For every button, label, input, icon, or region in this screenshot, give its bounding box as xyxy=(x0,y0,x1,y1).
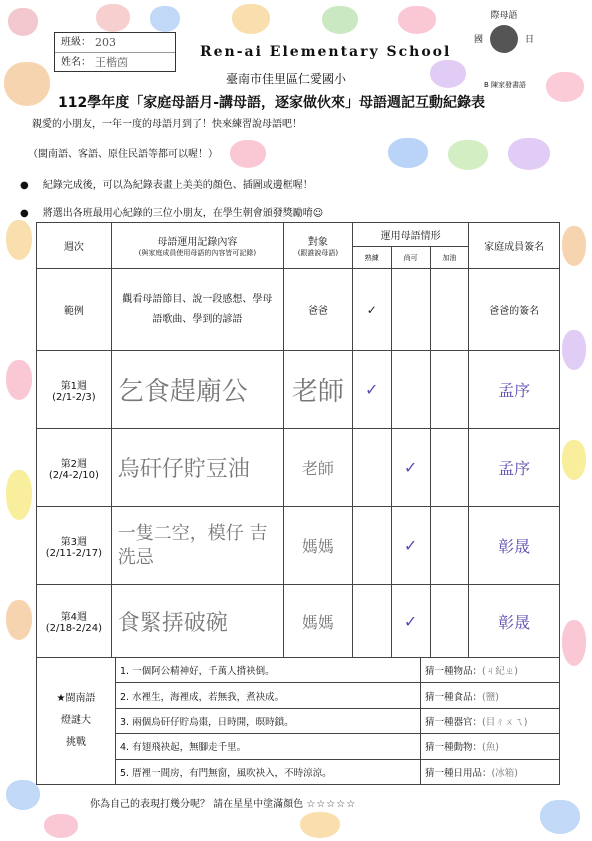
heart-decoration xyxy=(398,6,436,34)
example-mark-effort xyxy=(430,269,469,351)
logo-text-top: 際母語 xyxy=(490,11,518,21)
example-signature: 爸爸的簽名 xyxy=(469,269,560,351)
school-name-zh: 臺南市佳里區仁愛國小 xyxy=(226,72,347,86)
heart-decoration xyxy=(430,60,466,88)
mark-fluent-cell[interactable]: ✓ xyxy=(352,351,391,429)
riddle-question: 3. 兩個烏矸仔貯烏棗，日時開，暝時鎖。 xyxy=(116,708,421,733)
partner-cell[interactable]: 老師 xyxy=(284,429,353,507)
riddle-row xyxy=(37,683,560,708)
header-content-label: 母語運用記錄內容 xyxy=(157,237,238,248)
riddle-row xyxy=(37,759,560,784)
riddle-answer[interactable]: (冰箱) xyxy=(491,767,518,779)
content-cell[interactable]: 烏矸仔貯豆油 xyxy=(111,429,283,507)
signature-cell[interactable]: 彰晟 xyxy=(469,585,560,658)
riddle-guess-label: 猜一種物品： xyxy=(425,666,483,678)
mark-ok-cell[interactable]: ✓ xyxy=(391,429,430,507)
riddle-answer[interactable]: (ㄐ紀ㄓ) xyxy=(482,666,518,678)
bullet-text: 將選出各班最用心紀錄的三位小朋友，在學生朝會頒發獎勵唷☺ xyxy=(42,208,324,219)
heart-decoration xyxy=(562,620,586,666)
riddle-guess-label: 猜一種食品： xyxy=(425,691,483,703)
table-row xyxy=(37,507,560,585)
riddle-question: 5. 厝裡一間房，有門無窗，風吹袂入，不時涼涼。 xyxy=(116,759,421,784)
mark-effort-cell[interactable] xyxy=(430,351,469,429)
intro-line-1: 親愛的小朋友，一年一度的母語月到了！快來練習說母語吧！ xyxy=(32,119,302,130)
self-rating-text: 你為自己的表現打幾分呢？ 請在星星中塗滿顏色 xyxy=(90,799,304,810)
riddle-guess-cell[interactable] xyxy=(421,759,560,784)
week-dates: (2/18-2/24) xyxy=(45,623,103,634)
header-partner xyxy=(284,223,353,269)
riddle-guess-label: 猜一種器官： xyxy=(425,716,483,728)
mark-effort-cell[interactable] xyxy=(430,429,469,507)
riddle-side-line: ★閩南語 xyxy=(56,693,96,704)
riddle-challenge-table xyxy=(36,657,560,785)
week-label: 第4週 xyxy=(60,612,88,623)
header-fluent: 熟練 xyxy=(352,247,391,269)
riddle-row xyxy=(37,734,560,759)
partner-cell[interactable]: 老師 xyxy=(284,351,353,429)
mother-language-day-logo xyxy=(474,8,534,66)
header-ok: 尚可 xyxy=(391,247,430,269)
student-info-box xyxy=(54,32,176,72)
riddle-row xyxy=(37,708,560,733)
mark-ok-cell[interactable]: ✓ xyxy=(391,585,430,658)
riddle-question: 2. 水裡生，海裡成，若無我，煮袂成。 xyxy=(116,683,421,708)
riddle-guess-label: 猜一種動物： xyxy=(425,742,483,754)
bullet-icon: ● xyxy=(20,208,29,219)
heart-decoration xyxy=(562,226,586,266)
class-label: 班級： xyxy=(61,37,91,48)
heart-decoration xyxy=(562,440,586,480)
week-label: 第3週 xyxy=(60,536,88,548)
header-content xyxy=(111,223,283,269)
week-dates: (2/11-2/17) xyxy=(45,547,103,559)
mark-ok-cell[interactable]: ✓ xyxy=(391,507,430,585)
table-row xyxy=(37,351,560,429)
riddle-side-line: 燈謎大 xyxy=(61,715,91,726)
riddle-answer[interactable]: (鹽) xyxy=(482,691,499,703)
riddle-guess-cell[interactable] xyxy=(421,658,560,683)
heart-decoration xyxy=(540,800,580,834)
signature-cell[interactable]: 孟序 xyxy=(469,429,560,507)
table-row-example xyxy=(37,269,560,351)
example-mark-fluent: ✓ xyxy=(352,269,391,351)
logo-text-right: 日 xyxy=(524,34,534,45)
language-log-table xyxy=(36,222,560,658)
example-mark-ok xyxy=(391,269,430,351)
header-partner-label: 對象 xyxy=(307,237,328,248)
bullet-item xyxy=(20,176,580,191)
riddle-side-line: 挑戰 xyxy=(66,737,86,748)
bullet-icon: ● xyxy=(20,180,29,191)
riddle-question: 4. 有翅飛袂起，無腳走千里。 xyxy=(116,734,421,759)
mark-effort-cell[interactable] xyxy=(430,507,469,585)
self-rating-footer xyxy=(90,795,356,810)
heart-decoration xyxy=(8,8,38,36)
partner-cell[interactable]: 媽媽 xyxy=(284,507,353,585)
heart-decoration xyxy=(150,6,180,32)
week-label: 第1週 xyxy=(60,380,88,392)
header-signature: 家庭成員簽名 xyxy=(469,223,560,269)
heart-decoration xyxy=(44,814,78,838)
class-row xyxy=(55,33,175,53)
riddle-row xyxy=(37,658,560,683)
week-dates: (2/4-2/10) xyxy=(48,469,99,481)
name-label: 姓名： xyxy=(61,57,91,68)
name-value: 王楷茵 xyxy=(95,56,128,69)
header-situation: 運用母語情形 xyxy=(352,223,469,247)
partner-cell[interactable]: 媽媽 xyxy=(284,585,353,658)
header-effort: 加油 xyxy=(430,247,469,269)
intro-line-2: （閩南語、客語、原住民語等都可以喔！） xyxy=(28,149,218,160)
example-week: 範例 xyxy=(37,269,112,351)
example-partner: 爸爸 xyxy=(284,269,353,351)
heart-decoration xyxy=(6,220,32,260)
logo-caption: B 陳家發書語 xyxy=(484,81,527,89)
header-content-sub: (與家庭成員使用母語的內容皆可記錄) xyxy=(138,249,257,257)
riddle-guess-label: 猜一種日用品： xyxy=(425,767,492,779)
table-row xyxy=(37,429,560,507)
week-dates: (2/1-2/3) xyxy=(52,391,96,403)
week-cell xyxy=(37,507,112,585)
content-cell[interactable]: 食緊挵破碗 xyxy=(111,585,283,658)
heart-decoration xyxy=(4,62,50,106)
mark-fluent-cell[interactable] xyxy=(352,429,391,507)
riddle-question: 1. 一個阿公精神好，千萬人揹袂倒。 xyxy=(116,658,421,683)
week-label: 第2週 xyxy=(60,458,88,470)
worksheet-title: 112學年度「家庭母語月-講母語，逐家做伙來」母語週記互動紀錄表 xyxy=(58,95,486,111)
signature-cell[interactable]: 孟序 xyxy=(469,351,560,429)
example-content: 觀看母語節目、說一段感想、學母語歌曲、學到的諺語 xyxy=(111,269,283,351)
star-rating[interactable]: ☆☆☆☆☆ xyxy=(306,799,357,810)
table-row xyxy=(37,585,560,658)
bullet-text: 紀錄完成後，可以為紀錄表畫上美美的顏色、插圖或邊框喔！ xyxy=(42,180,313,191)
mark-ok-cell[interactable] xyxy=(391,351,430,429)
globe-icon xyxy=(490,25,518,53)
header-partner-sub: (跟誰說母語) xyxy=(297,249,339,257)
riddle-answer[interactable]: (目ㄔㄨㄟ) xyxy=(482,716,528,728)
week-cell xyxy=(37,585,112,658)
week-cell xyxy=(37,429,112,507)
heart-decoration xyxy=(232,4,270,34)
signature-cell[interactable]: 彰晟 xyxy=(469,507,560,585)
content-cell[interactable]: 乞食趕廟公 xyxy=(111,351,283,429)
riddle-guess-cell[interactable] xyxy=(421,708,560,733)
heart-decoration xyxy=(300,812,340,838)
school-name-en: Ren-ai Elementary School xyxy=(200,44,452,60)
heart-decoration xyxy=(562,330,586,370)
mark-fluent-cell[interactable] xyxy=(352,507,391,585)
heart-decoration xyxy=(322,6,358,34)
riddle-answer[interactable]: (魚) xyxy=(482,742,499,754)
riddle-guess-cell[interactable] xyxy=(421,683,560,708)
name-row xyxy=(55,53,175,72)
logo-text-left: 國 xyxy=(474,34,484,45)
content-cell[interactable]: 一隻二空，模仔 吉洗忌 xyxy=(111,507,283,585)
table-header-row xyxy=(37,223,560,247)
riddle-guess-cell[interactable] xyxy=(421,734,560,759)
heart-decoration xyxy=(6,360,32,400)
heart-decoration xyxy=(6,470,32,520)
class-value: 203 xyxy=(95,36,116,49)
bullet-item xyxy=(20,204,580,219)
heart-decoration xyxy=(96,4,130,32)
header-week: 週次 xyxy=(37,223,112,269)
mark-fluent-cell[interactable] xyxy=(352,585,391,658)
heart-decoration xyxy=(6,780,40,810)
heart-decoration xyxy=(6,600,32,640)
week-cell xyxy=(37,351,112,429)
riddle-side-label xyxy=(37,658,116,785)
mark-effort-cell[interactable] xyxy=(430,585,469,658)
